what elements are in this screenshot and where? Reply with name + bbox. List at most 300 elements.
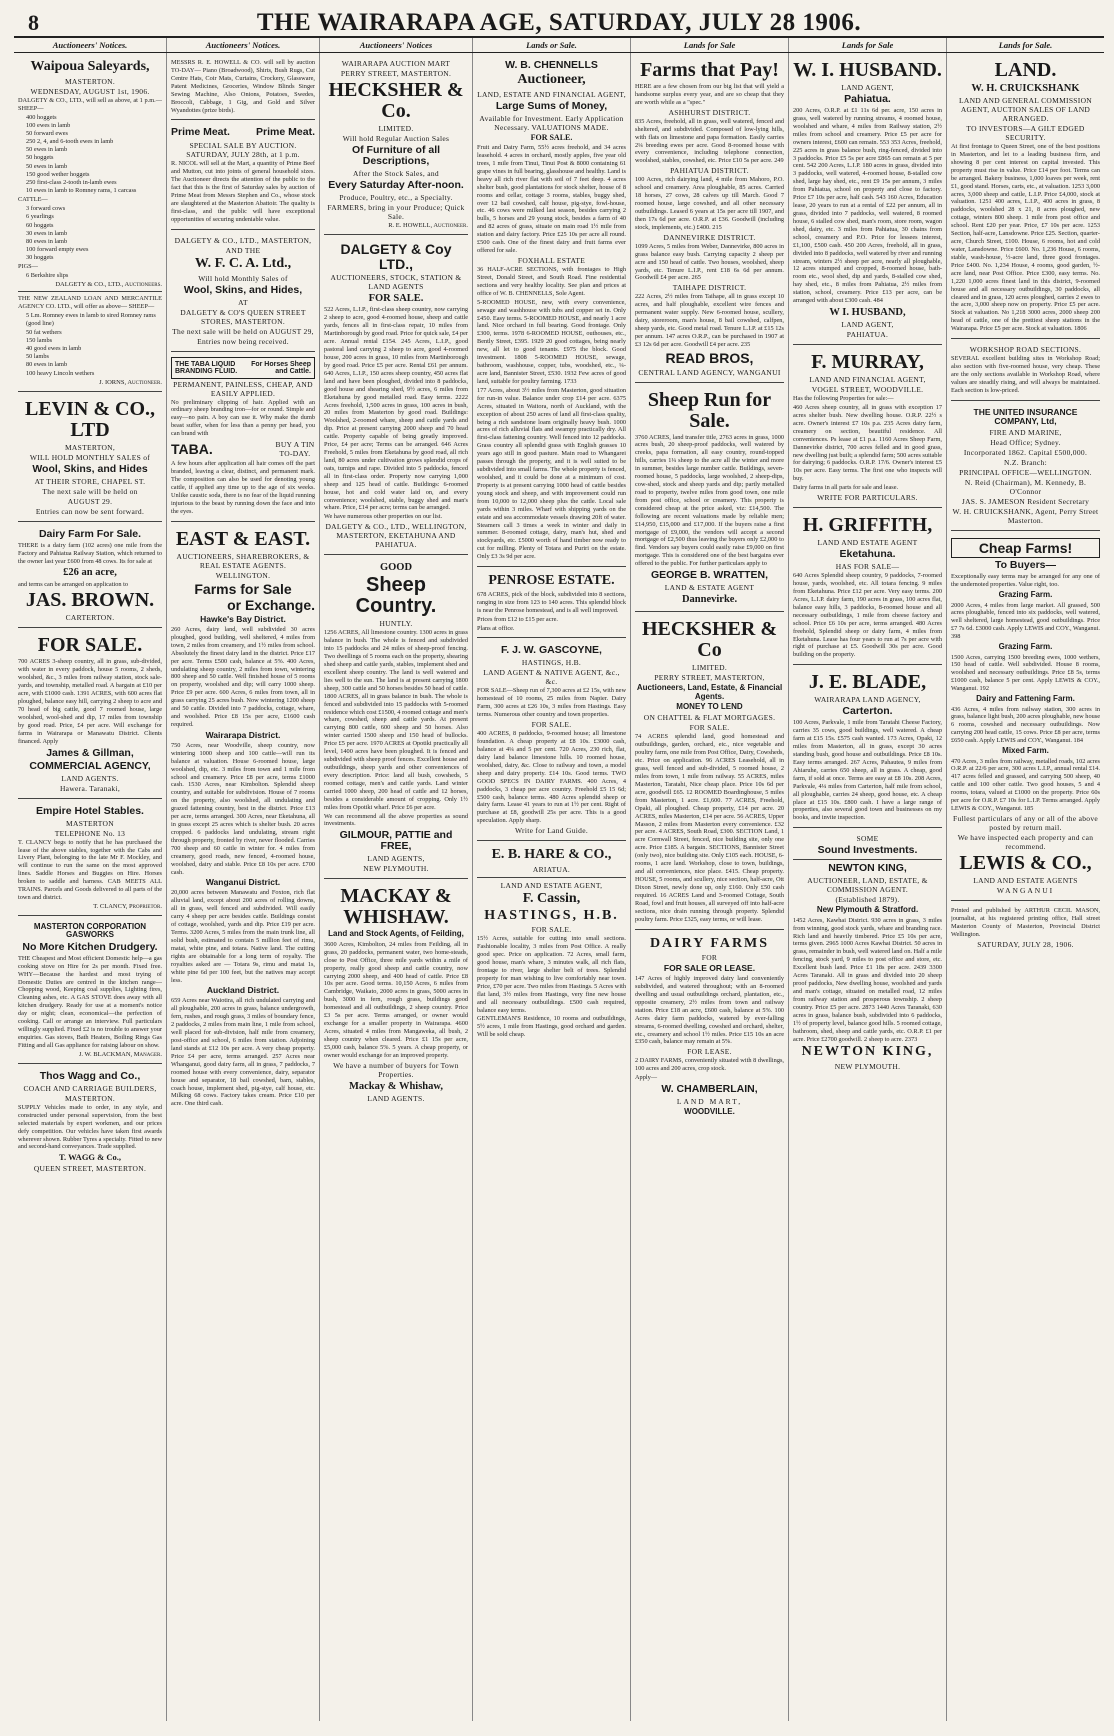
ad-subtitle: SPECIAL SALE BY AUCTION. SATURDAY, JULY 28th, at 1 p.m. (186, 141, 300, 160)
ad-husband (793, 55, 942, 345)
ad-workshop-road (951, 341, 1100, 401)
ad-title: Waipoua Saleyards, (30, 59, 150, 74)
ad-role: LAND AND GENERAL COMMISSION AGENT, AUCTION SALES OF LAND ARRANGED. (958, 96, 1093, 124)
newspaper-page (14, 8, 1104, 1732)
ad-place: NEW PLYMOUTH. (363, 864, 429, 874)
ad-hecksher-auction (324, 55, 468, 235)
ad-place: NEW PLYMOUTH. (834, 1062, 901, 1072)
ad-names: N. Reid (Chairman), M. Kennedy, B. O'Connor (964, 477, 1087, 496)
list-item: 80 ewes in lamb (26, 237, 68, 245)
district-title: Auckland District. (206, 985, 280, 996)
ad-blade (793, 667, 942, 828)
list-item: 30 hoggets (26, 254, 54, 262)
ad-signature: Mackay & Whishaw, (348, 1080, 444, 1092)
ad-title: Thos Wagg and Co., (39, 1069, 141, 1082)
list-item: 50 fat wethers (26, 328, 62, 336)
ad-dairy-farm (18, 524, 162, 629)
ad-price: £26 an acre, (63, 567, 117, 579)
ad-title: Dairy Farm For Sale. (38, 527, 142, 540)
ad-firm: HECKSHER & Co (641, 618, 778, 662)
list-item: 60 hoggets (26, 221, 54, 229)
ad-prime-meat (171, 122, 315, 229)
imprint-text: Printed and published by ARTHUR CECIL MASON, journalist, at his registered printing office, Hall street Masterton County of Masterton, Provincial District Wellington. (951, 906, 1100, 938)
taba-name: THE TABA LIQUID BRANDING FLUID. (175, 360, 238, 375)
list-item: 50 ewes in lamb (26, 162, 68, 170)
ad-address: VOGEL STREET, WOODVILLE. (811, 385, 924, 395)
page-number: 8 (28, 10, 39, 35)
list-item: 30 ewes in lamb (26, 229, 68, 237)
ad-title: Empire Hotel Stables. (36, 804, 144, 817)
ad-text: 700 ACRES 3-sheep country, all in grass, sub-divided, with water in every paddock, house 5 rooms, 2 sheds, woolshed, &c., 3 miles from railway station, stock sale-yards, and township, metalled road. A bargain at £10 per acre, with £1000 cash. 1391 ACRES, with 600 acres flat ploughed, balance easy hill, carrying 2 sheep to acre and 70 head of big cattle, good 7 roomed house, large woolshed, wool-shed and dip, 17 miles from township by good road. Price, £4 per acre. Will exchange for farms in Wairarapa or Manawatu District. Clients financed. Apply (18, 658, 162, 745)
farm-title: Mixed Farm. (1002, 746, 1049, 756)
ad-invest: TO INVESTORS—A GILT EDGED SECURITY. (966, 124, 1085, 143)
ad-agent-name: W. I. HUSBAND. (793, 59, 942, 81)
ad-buyers-title: To Buyers— (994, 559, 1057, 572)
ad-title: PENROSE ESTATE. (488, 573, 615, 589)
ad-place: Eketahuna. (839, 548, 896, 561)
ad-next: The next sale will be held on AUGUST 29, (172, 326, 314, 336)
ad-has: HAS FOR SALE— (835, 562, 900, 572)
farm-text: 2000 Acres, 4 miles from large market. All grassed, 500 acres ploughable, fenced into six paddocks, well watered, well sheltered, large homestead, good outbuildings. Price £7 7s 6d. £3000 cash. Apply LEWIS and COY., Wanganui. 398 (951, 601, 1100, 641)
ad-text: 1256 ACRES, All limestone country. 1300 acres in grass balance in bush. The whole is fenced and subdivided into 15 paddocks and 24 miles of sheep-proof fencing. Two dwellings of 5 rooms each on the property, shearing shed sheep and cattle yards, stables, implement shed and excellent sheep country. The land is well watered and lies well to the sun. The land is at present carrying 1800 sheep, 300 cattle and 50 horses besides 50 head of cattle. 1800 ACRES, all in grass balance in bush. The whole is fenced and subdivided into 15 paddocks with 5-roomed residence which cost £1500, 4 roomed cottage and men's whare, cowshed, sheep and cattle yards. At present carrying 800 cattle, 600 sheep and 50 horses. Also winter carried 1500 sheep and 150 head of bullocks. Price £5 per acre. 1970 ACRES at Opotiki practically all level, 1400 acres have been ploughed. It is fenced and subdivided with sheep proof fences. Excellent house and outbuildings, sheep yards and other conveniences of every description. Price: land all bush, cowsheds, 5 roomed cottage, men's and cattle yards. Land winter carried 1000 sheep, 200 head of cattle and 12 horses, besides a considerable amount of cropping. Only 1½ miles from Opotiki wharf. Price £6 per acre. (324, 629, 468, 811)
ad-or: or Exchange. (227, 597, 315, 614)
ad-for: FOR (701, 953, 718, 963)
ad-for-sale (18, 630, 162, 798)
ad-text: 74 ACRES splendid land, good homestead and outbuildings, garden, orchard, etc., nice vegetable and poultry farm, one mile from Post Office, Dairy, Cowsheds, etc. Price on application. 96 ACRES Leasehold, all in grass, well fenced and sub-divided, 5 roomed house, 2 miles from town, 1 mile from railway. 55 ACRES, miles Masterton, Taratahi, Nice cheap place. Price 10s 6d per acre, goodwill £65. 12 ROOMED Boardinghouse, 5 miles from Masterton, 1 acre. £1,600. 77 ACRES, Freehold, Opaki, all ploughed. Cheap property, £14 per acre. 20 ACRES, miles Masterton, £14 per acre. 56 ACRES, Upper Masson, 2 miles from Masterton every convenience. £32 per acre. 4 ACRES, South Road, £300. SECTION Land, 1 acre Cornwall Street, fenced, nice building site, only one acre. Price £185. A bargain. SECTIONS, Bannister Street (only two), nice building site. Only £105 each. HOUSE, 6-rooms, 1 acre land. Workshop, close to town, buildings, and all conveniences, nice place. £415. Cheap property. HOUSE, 5 rooms, and scullery, nice section, half-acre, Ott Dixon Street, newly done up, only £160. Only £50 cash required. 16 ACRES Land and 3-roomed Cottage, South Road, fowl and fruit houses, all surveyed off into half-acre sections, nice drain running through property. Splendid poultry farm. Price £325, easy terms, or will lease. (635, 733, 784, 923)
ad-forsale: FOR SALE. (689, 723, 730, 733)
district-text: 20,000 acres between Manawatu and Foxton, rich flat alluvial land, except about 200 acres of rolling downs, all in grass, well fenced and subdivided. Will easily carry 4 sheep per acre besides cattle. Buildings consist of cottage, woolshed, yards and dip. Price £19 per acre. Terms. 3200 Acres, 5 miles from the main trunk line, all solid bush, estimated to contain 5 million feet of rimu, matai, white pine, and totara. Native land. The cutting rights are obtainable for a long term of royalty. The royalties asked are — Totara 9s, rimu and matai 1s, white pine 6d per 100 feet, but the natives may accept less. (171, 889, 315, 984)
list-item: 3 forward cows (26, 205, 66, 213)
ad-text: MESSRS R. E. HOWELL & CO. will sell by auction TO-DAY— Piano (Broadwood), Shirts, Bush Rugs, Cut Centre Hats, Coir Mats, Curtains, Crockery, Glassware, Patent Medicines, Groceries, Window Blinds Singer Sewing Machine, Also Onions, Potatoes, Swedes, Broccoli, Cabbage, 1 Gig, and Gold and Silver Wyandottes (prize birds). (171, 59, 315, 114)
list-item: 80 ewes in lamb (26, 361, 68, 369)
ad-role: LAND AGENT & NATIVE AGENT, &c., &c. (483, 668, 620, 687)
ad-text: 522 Acres, L.I.P., first-class sheep country, now carrying 2 sheep to acre, good 4-roomed house, sheep and cattle yards, fences all in first-class repair, 10 miles from Martinborough by good road. Price for quick sale, £4 per acre. Annual rental £154. 245 Acres, L.I.P., good pastoral land carrying 2 sheep to acre, good 4-roomed house, 200 acres in grass, 10 miles from Martinborough by good road. Price £5 per acre. Rental £61 per annum. 640 Acres, L.I.P., 150 acres sheep country, 450 acres flat land and have been ploughed, divided into 8 paddocks, good house and shearing shed, 9½ acres, 6 miles from Eketahuna by good metalled road. Easy terms. 2222 Acres freehold, 1,500 acres in grass, 100 acres in bush, 20 miles from Masterton by good road. Buildings: Woolshed, 2-roomed whare, sheep and cattle yards and dip. Price at present carrying 2000 sheep and 70 head cattle. Property capable of being greatly improved. Price, £4 per acre; Terms can be arranged. 646 Acres Freehold, 5 miles from Eketahuna by good road, all rich land, 80 acres under cultivation grows splendid crops of oats, turnips and rape. Divided into 5 paddocks, fenced all in first-class order. Property now carrying 1,000 sheep and 125 head of cattle. Buildings: 6-roomed house, hot and cold water laid on, and every convenience; woolshed, stable, buggy shed and man's whare. Price, £14 per acre; terms can be arranged. (324, 306, 468, 512)
ad-role: LAND AND ESTATE AGENTS (973, 875, 1078, 885)
ad-buy: BUY A TIN TO-DAY. (275, 440, 315, 459)
ad-firm: E. B. HARE & CO., (491, 847, 612, 863)
ad-place: MASTERTON, (64, 442, 116, 452)
list-label: PIGS— (18, 263, 38, 271)
ad-mackay (324, 881, 468, 1107)
ad-text: 36 HALF-ACRE SECTIONS, with frontages to High Street, Donald Street, and South Road. Fine residential sections and very healthy locality. See plan and prices at office of W. B. CHENNELLS, Sole Agent. (477, 266, 626, 297)
ad-signature: J. IORNS, Auctioneer. (99, 378, 162, 386)
ad-agent-name: H. GRIFFITH, (802, 514, 933, 537)
ad-text: 640 Acres Splendid sheep country, 9 paddocks, 7-roomed house, yards, woolshed, etc. All totara fencing. 9 miles from Eketahuna. Price £12 per acre. Very easy terms. 200 Acres, L.I.P. dairy farm, 190 acres in grass, 100 acres flat, balance easy hills, 3 paddocks, 8-roomed house and all necessary outbuildings, 1 mile from cheese factory and school. Price £6 10s per acre, terms arranged. 480 Acres freehold, Splendid sheep or dairy farm, 4 miles from Eketahuna. Lease has four years to run at 7s per acre with right of purchase at £5. Goodwill 30s per acre. Good building on the property. (793, 572, 942, 659)
district-title: ASHHURST DISTRICT. (668, 107, 751, 117)
ad-at: AT (238, 297, 248, 307)
ad-write: WRITE FOR PARTICULARS. (817, 493, 918, 503)
ad-role: LAND AGENTS, (367, 854, 425, 864)
ad-agent-name: W. H. CRUICKSHANK (971, 83, 1080, 94)
column-5 (631, 53, 789, 1721)
farm-title: Dairy and Fattening Farm. (976, 694, 1075, 704)
imprint (951, 903, 1100, 954)
list-item: 150 good wether hoggets (26, 170, 90, 178)
ad-hecksher-land (635, 614, 784, 929)
ad-text: 100 Acres, Parkvale, 1 mile from Taratahi Cheese Factory, carries 35 cows, good buildings, well watered. A cheap farm at £15 15s. £575 cash wanted. 173 Acres, Opaki, 12 miles from Masterton, all in grass, except 30 acres standing bush, good house and outbuildings. Price £8 10s. Easy terms arranged. 267 Acres, Pahautea, 9 miles from Ahiaruhe, carries 650 sheep, all in grass. A cheap, good farm, if sold at once. Terms are easy at £8 10s. 208 Acres, Parkvale, 4¼ miles from Carterton, half mile from school, all ploughable, carries 24 sheep, good house, etc. A cheap place at £15 10s. £800 cash. I have a large range of properties, also several good town and businesses on my books, and invite inspection. (793, 719, 942, 822)
list-item: 5 Lm. Romney ewes in lamb to sired Romney rams (good line) (26, 312, 156, 328)
ad-title: WORKSHOP ROAD SECTIONS. (969, 345, 1082, 355)
ad-signature: J. W. BLACKMAN, Manager. (78, 1050, 162, 1058)
ad-role: Auctioneers, Land, Estate, & Financial Agents. (636, 683, 783, 701)
ad-agent-name: F. J. W. GASCOYNE, (501, 644, 602, 657)
ad-text: 1452 Acres, Kawhai District. 930 acres in grass, 3 miles from winning, good stock yards, whare and branding race. Rich land and heavily timbered. Price £5 10s per acre, terms given. 2965 1000 Acres Kawhai District. 50 acres in grass, remainder in bush, well watered land on. Half a mile fencing, stock yard, 9 miles to post office and store, etc. Excellent bush land. Price £1 18s per acre. 2439 3300 Acres Taranaki. All in grass and divided into 20 sheep proof paddocks, New dwelling house, woolshed and yards and man's cottage, situated on metalled road, 12 miles from railway station and prosperous township. 2 sheep country. Price £5 per acre. 2873 1440 Acres Taranaki, 630 acres in grass, balance bush, subdivided into 6 paddocks, 1½ of property level, balance good hills. 5 roomed cottage, bathroom, shed, sheep and cattle yards, etc. O.R.P. £1 per acre. Price £2700 goodwill. 2 sheep to acre. 2373 (793, 916, 942, 1043)
ad-text: 400 ACRES, 8 paddocks, 9-roomed house; all limestone foundation. A cheap property at £8 10s. £3000 cash, balance at 4¼ and 5 per cent. 720 Acres, 230 rich, flat, dairy land balance limestone hills. 10 roomed house, woolshed, dairy, &c. Close to railway and town, a model sheep and dairy property. £14 10s. Good terms. TWO GOOD SPECS IN DAIRY FARMS. 400 Acres, 4 paddocks, 3 cheap per acre country. Freehold £5 15 6d; £500 cash, balance terms. 480 Acres splendid sheep or dairy farm. Lease 41 years to run at 1½ per cent. Right of purchase at £8, goodwill 25s per acre. This is a good speculation. Apply sharp. (477, 730, 626, 825)
masthead (14, 8, 1104, 38)
ad-title: DALGETY & Coy LTD., (340, 241, 452, 272)
ad-where: DALGETY & CO'S QUEEN STREET STORES, MASTERTON. (180, 307, 306, 326)
ad-agent-name: F. MURRAY, (811, 351, 924, 374)
ad-secretary: JAS. S. JAMESON Resident Secretary (961, 496, 1090, 506)
farm-text: 470 Acres, 3 miles from railway, metalled roads, 102 acres O.R.P. at 22/6 per acre, 300 acres L.I.P., annual rental £14. 417 acres felled and grassed, and carrying 500 sheep, 40 cattle and 100 other cattle. Two good houses, 5 and 4 rooms, totara, valued at £1000 on the property. Price 60s per acre for O.R.P. £7 10s for L.I.P. Terms arranged. Apply LEWIS & COY., Wanganui. 185 (951, 757, 1100, 813)
ad-title: LAND. (994, 59, 1057, 81)
ad-forsale: FOR SALE. (531, 925, 572, 935)
ad-write: Write for Land Guide. (514, 826, 589, 836)
ad-phone: TELEPHONE No. 13 (54, 828, 126, 838)
ad-place: MASTERTON. (64, 1093, 116, 1103)
ad-ltd: LIMITED. (691, 663, 728, 673)
ad-howell (171, 55, 315, 120)
ad-place: New Plymouth & Stratford. (816, 905, 919, 915)
ad-signature: DALGETY & CO., LTD., Auctioneers. (55, 281, 162, 289)
ad-good-sheep-country (324, 557, 468, 879)
ad-place: HASTINGS, H.B. (484, 907, 619, 923)
ad-title: Sheep Run for Sale. (647, 388, 772, 432)
farm-title: Grazing Farm. (998, 642, 1053, 652)
ad-farmers: FARMERS, bring in your Produce; Quick Sale. (327, 203, 465, 222)
ad-place: PAHIATUA. (846, 330, 889, 340)
ad-waipoua-saleyards (18, 55, 162, 392)
ad-text: Will hold Regular Auction Sales (342, 134, 450, 143)
column-headings (14, 38, 1104, 53)
ad-goods: Wool, Skins, and Hides (32, 462, 148, 475)
column-2 (167, 53, 320, 1721)
ad-text: 3600 Acres, Kimbolton, 24 miles from Feilding, all in grass, 20 paddocks, permanent water, two home-steads, close to Post Office, three mile yards within a mile of property, really good sheep and cattle country, now carrying 2000 sheep, and 400 head of cattle. Price £8 10s per acre. Good terms. 10,150 Acres, 6 miles from Cambridge, Waikato, 2000 acres in grass, 5000 acres in bush, 3000 in fern, rough grass, buildings good homestead and all outbuildings, 2 sheep country. Price £3 5s per acre. Terms arranged, or owner would exchange for a smaller property in Wairarapa. 4600 Acres, situated 4 miles from Mangaweka, all bush, 2 sheep country when cleared. Price £1 15s per acre, £5,000 cash, balance 5%. 5 years. A cheap property, or owner would exchange for an improved property. (324, 940, 468, 1059)
ad-agent-name: READ BROS, (665, 349, 754, 366)
ad-subtitle: FIRE AND MARINE, (989, 427, 1062, 437)
ad-role: Auctioneer, (517, 72, 586, 88)
ad-text: At first frontage to Queen Street, one of the best positions in Masterton, and let to a leading business firm, and showing 8 per cent interest on capital invested. This property must rise in value. Price £14 per foot. Terms can be arranged. Bakery business, 1,000 loaves per week, rent £1, good stand. Horses, carts, etc., at valuation. 1253 3,000 acres, 3,000 sheep and cattle, L.I.P. Price £4,000, stock at valuation. 1251 400 acres, L.I.P., 400 acres in grass, 8 paddocks, woolshed 28 x 21, 8 acres ploughed, new cottage, winters 800 sheep. 1 mile from post office and school. Rent £20 per year. Price, £7 10s per acre. 1253 Section, half-acre, Lansdowne. Price £25. Section, quarter-acre, Church Street, £100. House, 6 rooms, hot and cold water, Lansdowne. Price £600. No. 1,236 House, 6 rooms, stable, wash-house, ½-acre land, three good frontages. Price £400. No. 1,234 House, 4 rooms, good garden, ½-acre land, near Post Office. Price £300, easy terms. No. 1,220 1,000 acres finest land in this district, 9-roomed house and all necessary outbuildings, 30 paddocks, all cleared and in grass, 120 acres ploughed, carries 2 ewes to the acre, 3,000 sheep now on property. Price £5 per acre. Stock at valuation. No 1,218 3000 acres, 2000 sheep 200 head of cattle, one of the prettiest sheep stations in the Wairarapa. Price £5 per acre. Stock at valuation. 1806 (951, 143, 1100, 333)
ad-role: LAND AGENTS. (61, 773, 119, 783)
column-heading: Lands for Sale (789, 38, 947, 52)
ad-gascoyne (477, 640, 626, 841)
ad-title: DAIRY FARMS (649, 935, 770, 951)
ad-chennells (477, 55, 626, 567)
ad-role: WAIRARAPA LAND AGENCY, (814, 695, 921, 705)
district-text: 835 Acres, freehold, all in grass, well watered, fenced and sheltered, and subdivided. Composed of low-lying hills, with flats on limestone and papa formation. Easily carries 2¼ breeding ewes per acre. Good 8-roomed house with every convenience, including telephone connection, woolshed, stables, cowshed, etc. Price £10 5s per acre. 249 (635, 117, 784, 165)
ad-text: No preliminary clipping of hair. Applied with an ordinary sheep branding iron—for or round. Simple and easy—no pain. A boy can use it. Why make the dumb beast suffer, when for less than a penny per head, you can brand with (171, 398, 315, 438)
ad-more: We can recommend all the above properties as sound investments. (324, 812, 468, 828)
ad-prices: Prices from £12 to £15 per acre. (477, 615, 558, 623)
ad-product: TABA. (171, 440, 213, 457)
ad-title: Prime Meat. (256, 126, 315, 139)
newspaper-title: THE WAIRARAPA AGE, SATURDAY, JULY 28 1906. (256, 9, 862, 36)
ad-date: AUGUST 29. (67, 496, 113, 506)
ad-every: Every Saturday After-noon. (328, 179, 464, 192)
ad-text: HERE are a few chosen from our big list that will yield a handsome surplus every year, and are so cheap that they are worth while as a "spec." (635, 83, 784, 106)
ad-has: Has the following Properties for sale:— (793, 395, 894, 403)
list-item: 6 yearlings (26, 213, 54, 221)
ad-griffith (793, 510, 942, 665)
ad-title: DALGETY & CO., LTD., MASTERTON, (174, 235, 312, 245)
ad-title: MASTERTON CORPORATION GASWORKS (33, 921, 147, 940)
column-heading: Auctioneers' Notices. (14, 38, 167, 52)
list-item: 150 lambs (26, 336, 53, 344)
list-item: 100 ewes in lamb (26, 121, 71, 129)
ad-wfca (171, 232, 315, 352)
ad-signature: DALGETY & CO., LTD., WELLINGTON, MASTERTON, EKETAHUNA AND PAHIATUA. (325, 522, 467, 550)
ad-text: 147 Acres of highly improved dairy land conveniently subdivided, and watered throughout; with an 8-roomed dwelling and usual outbuildings orchard, plantation, etc., opposite creamery, 2½ miles from town and railway station. Price £18 an acre, £600 cash, balance at 5%. 100 Acres dairy farm paddocks, watered by ever-falling streams, 6-roomed dwelling, cowshed and orchard, shelter, etc., creamery and school 1½ miles. Price £15 10s an acre £350 cash, balance may remain at 5%. (635, 975, 784, 1046)
ad-farms: Farms for Sale (194, 580, 292, 597)
ad-text: T. CLANCY begs to notify that he has purchased the lease of the above stables, together with the Cabs and Livery Plant, belonging to the late Mr F. Mockley, and will continue to run the same on the most approved lines. Saddle Horses and Buggies on Hire. Horses broken to saddle and harness. CAB MEETS ALL TRAINS. Parcels and Goods delivered to all parts of the town and district. (18, 838, 162, 902)
ad-text: 678 ACRES, pick of the block, subdivided into 8 sections, ranging in size from 123 to 140 acres. This splendid block is near the Penrose homestead, and is all well improved. (477, 590, 626, 614)
ad-more: We have numerous other properties on our list. (324, 513, 443, 521)
ad-role: LAND MART, (676, 1097, 743, 1107)
ad-subtitle: Land and Stock Agents, of Feilding, (328, 929, 464, 939)
ad-subtitle: AUCTIONEERS, STOCK, STATION & LAND AGENTS (330, 273, 462, 292)
ad-text: WILL HOLD MONTHLY SALES of (29, 452, 151, 462)
ad-taba (171, 354, 315, 522)
district-title: TAIHAPE DISTRICT. (672, 283, 747, 293)
ad-text: 177 Acres, about 3½ miles from Masterton, good situation for run-in value. Balance under crop £14 per acre. 6375 Acres, situated in Waitora, north of Auckland, with the exception of about 250 acres of land all first-class quality, being a rich sandstone loam originally heavy bush. 1000 acres of rich alluvial flats and swampy practically dry. All first-class fattening country. Well fenced into 12 paddocks. Grass country all splendid grass with English grasses 10 years ago still in good pasture. Main road to Whangarei passes through the property, and it is well suited to be subdivided into small farms. The whole property is fenced, woolshed, and it could be done at a minimum of cost. Property is at present carrying 1000 head of cattle besides young stock and sheep, and with improvement could run from 10,000 to 12,000 sheep plus the cattle. Local sale yards within 3 miles. Wharf with shipping yards on the estate and sea accommodate vessels drawing 20ft of water. Steamers call 3 times a week in winter and daily in summer. 8-roomed cottage, dairy, man's hut, shed and stockyards, etc. £5000 worth of hand timber now ready to cut for milling. Plenty of Totara and Puriri on the estate. Only £3 3s 9d per acre. (477, 386, 626, 561)
ad-place: WANGANUI (996, 885, 1055, 895)
ad-place: WOODVILLE. (684, 1107, 735, 1117)
ad-agent-name: NEWTON KING, (801, 1044, 934, 1060)
list-item: 100 heavy Lincoln wethers (26, 369, 95, 377)
ad-place: MASTERTON. (64, 76, 116, 86)
ad-title: MACKAY & WHISHAW. (340, 885, 452, 929)
ad-place: Hawera. Taranaki, (59, 783, 121, 793)
ad-role: AUCTIONEER, LAND, ESTATE, & COMMISSION AGENT. (807, 876, 928, 895)
ad-place: CARTERTON. (65, 613, 115, 623)
ad-agent-name: W. B. CHENNELLS (505, 59, 598, 71)
list-item: 50 forward ewes (26, 129, 68, 137)
ad-wagg (18, 1066, 162, 1178)
list-item: 250 first-class 2-tooth in-lamb ewes (26, 178, 117, 186)
ad-agent-name: J. E. BLADE, (808, 671, 927, 694)
ad-empire-stables (18, 801, 162, 916)
ad-title: W. F. C. A. Ltd., (194, 255, 292, 271)
ad-cruickshank (951, 55, 1100, 339)
ad-east (171, 524, 315, 1114)
ad-address: PERRY STREET, MASTERTON, (654, 673, 765, 683)
ad-title: Sound Investments. (817, 844, 918, 857)
ad-title: Cheap Farms! (951, 538, 1100, 559)
ad-and: AND THE (225, 245, 261, 255)
ad-agent-name: GEORGE B. WRATTEN, (650, 569, 769, 582)
ad-date: WEDNESDAY, AUGUST 1st, 1906. (30, 86, 150, 96)
ad-place: Pahiatua. (844, 93, 891, 105)
ad-penrose (477, 569, 626, 638)
imprint-date: SATURDAY, JULY 28, 1906. (977, 939, 1074, 949)
ad-produce: Produce, Poultry, etc., a Specialty. (339, 193, 453, 203)
ad-text: 3760 ACRES, land transfer title, 2763 acres in grass, 1000 acres bush, 20 sheep-proof paddocks, well watered by creeks, papa formation, all easy country, round-topped hills, carries 1¼ sheep to the acre all the winter and more in summer, besides large number cattle. Buildings, seven-roomed house, 5 paddocks, large woolshed, 2 sheep-dips, cow-shed, stock and sheep yards and dip; partly metalled road to property, twelve miles from good town, one mile from post office, school or creamery. This property is considered cheap at the price asked, viz: £14,500. The following are recent valuations made by reliable men; £14,950, £15,000 and £17,000. If the buyers raise a first mortgage of £9,000, the vendors will accept a second mortgage of £2,500 thus leaving the buyers only £2,000 to find. Vendors say buyers could easily raise £9,000 on first mortgage. This is considered one of the best bargains ever offered to the public. For further particulars apply to (635, 433, 784, 568)
ad-principal: PRINCIPAL OFFICE—WELLINGTON. (959, 467, 1092, 477)
ad-capital: Incorporated 1862. Capital £500,000. (963, 447, 1088, 457)
ad-apply: Apply— (635, 1074, 658, 1082)
ad-levin (18, 394, 162, 522)
ad-firm: HECKSHER & Co. (328, 79, 464, 122)
ad-address: QUEEN STREET, MASTERTON. (33, 1164, 147, 1174)
ad-hare-cassin (477, 843, 626, 1044)
list-item: 6 Berkshire slips (26, 272, 69, 280)
ad-title: WAIRARAPA AUCTION MART (341, 59, 451, 68)
farm-text: 436 Acres, 4 miles from railway station, 300 acres in grass, balance light bush, 200 acres ploughable, new house 6 rooms, cowshed and necessary outbuildings. Now carrying 200 head cattle, 15 cows. Price £8 per acre, terms £650 cash. Apply LEWIS and COY., Wanganui. 184 (951, 705, 1100, 745)
ad-agent-name: James & Gillman, (46, 746, 134, 759)
taba-box (171, 357, 315, 379)
ad-murray (793, 347, 942, 508)
ad-place: Carterton. (842, 705, 893, 718)
ad-place: MASTERTON (66, 818, 114, 828)
ad-title: LEVIN & CO., LTD (24, 397, 155, 441)
ad-signature: T. CLANCY, Proprietor. (93, 902, 162, 910)
column-7 (947, 53, 1104, 1721)
list-item: 50 ewes in lamb (26, 146, 68, 154)
ad-signature: R. E. HOWELL, Auctioneer. (388, 222, 468, 230)
ad-more: We have a number of buyers for Town Properties. (333, 1060, 459, 1079)
district-title: Wanganui District. (205, 877, 281, 888)
column-6 (789, 53, 947, 1721)
column-1 (14, 53, 167, 1721)
ad-title: THE UNITED INSURANCE COMPANY, Ltd, (973, 406, 1078, 426)
ad-gasworks (18, 918, 162, 1064)
ad-estate: FOXHALL ESTATE (517, 256, 586, 266)
ad-dalgety-land (324, 237, 468, 555)
district-title: PAHIATUA DISTRICT. (670, 166, 749, 176)
ad-next: The next sale will be held on (42, 486, 138, 496)
ad-title: EAST & EAST. (175, 527, 311, 550)
ad-text: DALGETY & CO., LTD., will sell as above, at 1 p.m.— SHEEP— (18, 96, 162, 112)
ad-large: Large Sums of Money, (495, 99, 608, 112)
ad-agent-name: LEWIS & CO., (959, 851, 1092, 874)
ad-where: AT THEIR STORE, CHAPEL ST. (34, 476, 146, 486)
ad-text: Exceptionally easy terms may be arranged for any one of the undernoted properties. Value right, too. (951, 573, 1100, 589)
farm-title: Grazing Farm. (998, 590, 1053, 600)
ad-subtitle: AUCTIONEERS, SHAREBROKERS, & REAL ESTATE AGENTS. (176, 551, 310, 570)
ad-sheep-run (635, 385, 784, 613)
ad-text: THE NEW ZEALAND LOAN AND MERCANTILE AGENCY CO. LTD., will offer as above— SHEEP— (18, 295, 162, 311)
district-title: DANNEVIRKE DISTRICT. (663, 232, 756, 242)
column-heading: Lands for Sale. (998, 40, 1053, 50)
ad-place: ARIATUA. (532, 864, 571, 874)
ad-title: Sheep Country. (355, 574, 437, 618)
ad-ltd: LIMITED. (378, 124, 414, 133)
ad-farms-that-pay (635, 55, 784, 383)
ad-forsale: FOR SALE. (531, 720, 572, 730)
ad-title: Farms that Pay! (640, 59, 779, 81)
ad-dairy-farms (635, 932, 784, 1123)
ad-cheap-farms (951, 533, 1100, 901)
ad-office: Head Office; Sydney. (990, 437, 1061, 447)
ad-subtitle: PERMANENT, PAINLESS, CHEAP, AND EASILY APPLIED. (173, 379, 313, 398)
district-text: 260 Acres, dairy land, well subdivided 30 acres ploughed, good building, well sheltered, 4 miles from town, 2 miles from creamery, and 1½ miles from school. Absolutely the finest dairy land in the district. Price £17 per acre. Terms £500 cash, balance at 5%. 400 Acres, undulating sheep country, 2 miles from town, wintering 800 sheep and 50 cattle. Well finished house of 5 rooms on property, woolshed and dip; will carry 1000 sheep. Price £9 per acre. 600 Acres, 6 miles from town, all in grass carrying 25 acres bush. Now wintering 1200 sheep and 50 cattle. Divided into 7 paddocks, cottage, whare, and woolshed. Price £8 15s per acre, £1600 cash required. (171, 625, 315, 728)
ad-text: SUPPLY Vehicles made to order, in any style, and constructed under personal supervision, from the best selected materials by expert workmen, and our prices defy competition. Our vehicles have taken first awards wherever shown. Rubber Tyres a specialty. Fitted to new and second-hand conveyances. Trade supplied. (18, 1103, 162, 1151)
ad-role: LAND AND FINANCIAL AGENT, (809, 375, 926, 385)
ad-newton-king (793, 830, 942, 1076)
ad-agent: W. H. CRUICKSHANK, Agent, Perry Street Masterton. (952, 506, 1099, 525)
ad-text: 200 Acres, O.R.P. at £1 11s 6d per. acre, 150 acres in grass, well watered by running streams, 4 roomed house, woolshed and whare, 4 miles from Railway station, 2½ miles from school and creamery. Price £5 per acre for owners interest, £600 can remain. 553 353 Acres, freehold, 225 acres in grass balance bush, ring-fenced, divided into 3 paddocks. Price £5 5s per acre £865 can remain at 5 per cent. 542 200 Acres, L.I.P. 180 acres in grass, divided into 3 paddocks, well watered, 4-roomed house, 8-stalled cow shed, large hay shed, etc., rent £9 15s per annum, 3 miles from Pahiatua, school on property and close to factory. Price £7 10s per acre, half cash. 543 160 Acres, Education lease, 20 years to run at a rental of £22 per annum, all in grass, divided into 7 paddocks, well watered, 8 roomed house, 6 stalled cow shed, man's room, store room, wagon shed, dairy, etc. 3 miles from Pahiatua, 30 chains from school, creamery and P.O. Price for lessees interest, £1,100, £500 cash. 450 200 Acres, freehold, all in grass, divided into 8 paddocks, well watered by river and running stream, winters 2½ sheep per acre, nearly all ploughable, 12 acres stumped and cropped, 8-roomed house, bath-room etc., wool shed, dip and yards, 8-stalled cow shed, hay shed, etc., 8 miles from Pahiatua, 2½ miles from station, school, creamery. Price £13 per acre, can be arranged with about £300 cash. 484 (793, 107, 942, 305)
ad-plans: Plans at office. (477, 624, 515, 632)
ad-subtitle: No More Kitchen Drudgery. (22, 940, 158, 953)
list-item: 50 lambs (26, 353, 49, 361)
column-3 (320, 53, 473, 1721)
ad-signature: T. WAGG & Co., (58, 1152, 122, 1163)
ad-inspected: We have inspected each property and can recommend. (957, 832, 1094, 851)
ad-title: Prime Meat. (171, 126, 230, 139)
ad-agent-name: W. CHAMBERLAIN, (661, 1083, 758, 1096)
district-text: 750 Acres, near Woodville, sheep country, now wintering 1000 sheep and 100 cattle—will run its balance at valuation. House 6-roomed house, large woolshed, dip, etc. 3 miles from town and 1 mile from school and creamery. Price £8 per acre, terms £1000 cash. 1530 Acres, near Kimbolton. Splendid sheep country, and suitable for subdivision. House of 7 rooms on the property, also woolshed, all undulating and grazed fattening country, best in the district. Price £13 per acre, terms arranged. 300 Acres, near Eketahuna, all in grass except 25 acres which is shelter bush. 20 acres cropped. 6 paddocks land undulating, stream right through property, fronted by river, never flooded. Carries 700 sheep and 60 cattle in winter for. 4 miles from creamery, good roads, new fenced, 4-roomed house, woolshed, dairy and stable. Price £8 10s per acre. £700 cash. (171, 741, 315, 876)
ad-subtitle: FOR SALE OR LEASE. (663, 963, 756, 974)
ad-fullest: Fullest particulars of any or all of the above posted by return mail. (952, 813, 1098, 832)
ad-text: THERE is a dairy farm (102 acres) one mile from the Factory and Pahiatua Railway Station, which returned to the owner last year £600 from 48 cows. Its for sale at (18, 541, 162, 565)
ad-goods: Wool, Skins, and Hides, (183, 283, 303, 296)
column-heading: Lands for Sale (631, 38, 789, 52)
ad-text: Will hold Monthly Sales of (198, 273, 288, 283)
list-label: CATTLE— (18, 196, 48, 204)
district-text: 659 Acres near Waiotira, all rich undulated carrying and all ploughable, 200 acres in grass, balance undergrowth, fern, rushes, and rough grass, 3 miles of boundary fence, 2 paddocks, 2 miles from main line, 1 mile from school, well placed for sub-division, half mile from creamery, post-office and school, 6 miles from station. Adjoining land stands at £12 10s per acre. A very cheap property. Price £4 per acre, terms arranged. 257 Acres near Whanganui, good dairy farm, all in grass, 7 paddocks, 7 roomed house with every convenience, dairy, separator house and separator, 18 bail cowshed, barn, stables, coach house, implement shed, pig-stye, calf house, etc. Milking 68 cows. Factory takes cream. Price £10 per acre. One third cash. (171, 997, 315, 1108)
ad-text: FOR SALE—Sheep run of 7,300 acres at £2 15s, with new homestead of 10 rooms, 25 miles from Napier. Dairy Farm, 300 acres at £26 10s, 3 miles from Hastings. Easy terms. Numerous other country and town properties. (477, 687, 626, 719)
column-4 (473, 53, 631, 1721)
farm-text: 1500 Acres, carrying 1500 breeding ewes, 1000 wethers, 150 head of cattle. Well subdivided. House 8 rooms, woolshed and necessary outbuildings. Price £8 5s, terms £1000 cash, balance 5 per cent. Apply LEWIS & COY., Wanganui. 192 (951, 653, 1100, 693)
ad-text: THE Cheapest and Most efficient Domestic help—a gas cooking stove on Hire for 2s per month. Fixed free. WHY—Because the hardest and most trying of Domestic Duties are centred in the kitchen range—Chopping wood, Keeping coal supplies, Lighting fires, Cleaning ashes, etc. A GAS STOVE does away with all kitchen drudgery. Ready for use at a moment's notice day or night; clean, economical—the perfection of cooking. Call or arrange an interview. Full particulars willingly supplied. Fixed £2 is no trouble to answer your enquiries. Gas stoves, Bath Heaters, Boiling Rings Gas Fitting and all Gas appliance for raising labour on show. (18, 954, 162, 1049)
district-title: Hawke's Bay District. (200, 613, 286, 624)
ad-text: R. NICOL will sell at the Mart, a quantity of Prime Beef and Mutton, cut into joints of general household sizes. The Auctioneer directs the attention of the public to the fact that this is the first of Saturday sales by auction of Prime Meat from Messrs Stephen and Co., whose stock are slaughtered at the Masterton Abattoir. The quality is first-class, and the public will have exceptional opportunities of securing undeniable value. (171, 160, 315, 223)
ad-role: LAND AND ESTATE AGENT (817, 538, 918, 548)
column-heading: Auctioneers' Notices. (167, 38, 320, 52)
district-text: 1099 Acres, 5 miles from Weber, Dannevirke, 800 acres in grass balance easy bush. Carrying capacity 2 sheep per acre and 150 head of cattle. Two houses, woolshed, sheep yards, etc. Tenure L.I.P., rent £18 6s 6d per annum. Goodwill £4 per acre. 265 (635, 242, 784, 282)
column-heading: Auctioneers' Notices (320, 38, 473, 52)
ad-terms: and terms can be arranged on application to (18, 580, 128, 588)
ad-lease-title: FOR LEASE. (687, 1047, 732, 1057)
ad-text: Fruit and Dairy Farm, 55½ acres freehold, and 34 acres leasehold. 4 acres in orchard, mostly apples, five year old trees, 1 mile from Tinui, Tinui Post & 8000 containing 61 grape vines in full bearing, glasshouse and healthy. Land is heavy all rich river flat with soil of 7 feet deep. 4 acres shelter bush, good plantations for stock shelter, house of 8 rooms and cellar, cottage 3 rooms, stables, buggy shed, over 12 bail cowshed, calf house, pig-stye, fowl-house, etc. 46 cows were milked last season, besides carrying 2 bulls, 5 horses and 29 young stock, besides a farm of 40 and 82 acres of grass, situate on main road 1½ mile from station and dairy factory. Price £25 10s per acre all round. £500 cash. One of the finest dairy and fruit farms ever offered for sale. (477, 144, 626, 255)
list-item: 40 good ewes in lamb (26, 345, 82, 352)
ad-place: HUNTLY. (379, 619, 413, 629)
columns (14, 53, 1104, 1721)
ad-role: LAND AGENTS. (367, 1093, 425, 1103)
ad-entries: Entries can now be sent forward. (35, 506, 145, 516)
ad-role: LAND AGENT, (841, 320, 894, 330)
ad-text: SEVERAL excellent building sites in Workshop Road; also section with five-roomed house, very cheap. These are the only sections available in Workshop Road, where values are steadily rising, and will always be maintained. Each section is low-priced. (951, 355, 1100, 394)
ad-place: HASTINGS, H.B. (521, 658, 582, 668)
ad-forsale: FOR SALE. (530, 132, 573, 142)
ad-agent-name: F. Cassin, (522, 890, 581, 906)
ad-title: GOOD (379, 562, 413, 574)
ad-text: A few hours after application all hair comes off the part branded, leaving a clear, distinct, and permanent mark. The composition can also be used for denoting young cattle, if applied any time up to the age of six weeks. Unlike caustic soda, there is no fear of the liquid running injurious to the beast by running down the face and into the eyes. (171, 460, 315, 515)
ad-after: After the Stock Sales, and (353, 169, 439, 179)
ad-role: LAND AGENT, (841, 83, 894, 92)
ad-subtitle: LAND, ESTATE AND FINANCIAL AGENT, (477, 89, 626, 99)
ad-text: 460 Acres sheep country, all in grass with exception 17 acres shelter bush. New dwelling house. O.R.P. 22½ s acre. Owner's interest £7 10s p.a. 235 Acres dairy farm, creamery on section, beautiful residence. All conveniences. Ps lease at £1 p.a. 1160 Acres Sheep Farm, Dannevirke district, 700 acres felled and in good grass, new dwelling just built; a splendid farm; 500 acres suitable for dairying; 6 paddocks. O.R.P. 17/6. Owner's interest £5 10s per acre. Easy terms. The first one who inspects will buy. (793, 404, 942, 483)
ad-chattel: ON CHATTEL & FLAT MORTGAGES. (643, 713, 776, 723)
list-item: 50 hoggets (26, 154, 54, 162)
ad-agent-name: GILMOUR, PATTIE and FREE, (339, 829, 453, 853)
column-heading: Lands or Sale. (473, 38, 631, 52)
ad-text: 5-ROOMED HOUSE, new, with every convenience, sewage and washhouse with tubs and copper set in. Only £450. Easy terms. 5-ROOMED HOUSE, and nearly 1 acre land. Nice orchard in full bearing. Good frontage. Only £300, terms. 1978 6-ROOMED HOUSE, outhouses, etc., Bently Street, £395. 1929 20 good cottages, being nearly new, all let to good tenants. £975 the block. Good investment. 1808 5-ROOMED HOUSE, sewage, bathroom, washhouse, copper, tubs, woodshed, etc., ¼-acre land, Bannister Street, £530. 1932 Few acres of good land, suitable for poultry farming. 1733 (477, 298, 626, 385)
ad-money: MONEY TO LEND (676, 701, 743, 711)
ad-subtitle: COACH AND CARRIAGE BUILDERS, (23, 1083, 157, 1093)
ad-agent-name: NEWTON KING, (828, 862, 907, 875)
list-item: 400 hoggets (26, 113, 57, 121)
list-item: 10 ewes in lamb to Romney rams, 1 carcass (26, 187, 137, 195)
ad-agent-name: JAS. BROWN. (25, 589, 155, 612)
ad-goods: Of Furniture of all Descriptions, (351, 144, 441, 168)
ad-title: FOR SALE. (37, 634, 143, 657)
ad-dairy: Dairy farms in all parts for sale and lease. (793, 484, 899, 492)
ad-role: LAND & ESTATE AGENT (664, 583, 755, 593)
list-item: 250 2, 4, and 6-tooth ewes in lamb (26, 138, 114, 146)
ad-role: CENTRAL LAND AGENCY, WANGANUI (638, 367, 781, 377)
ad-avail: Available for Investment. Early Application Necessary. VALUATIONS MADE. (479, 113, 624, 132)
